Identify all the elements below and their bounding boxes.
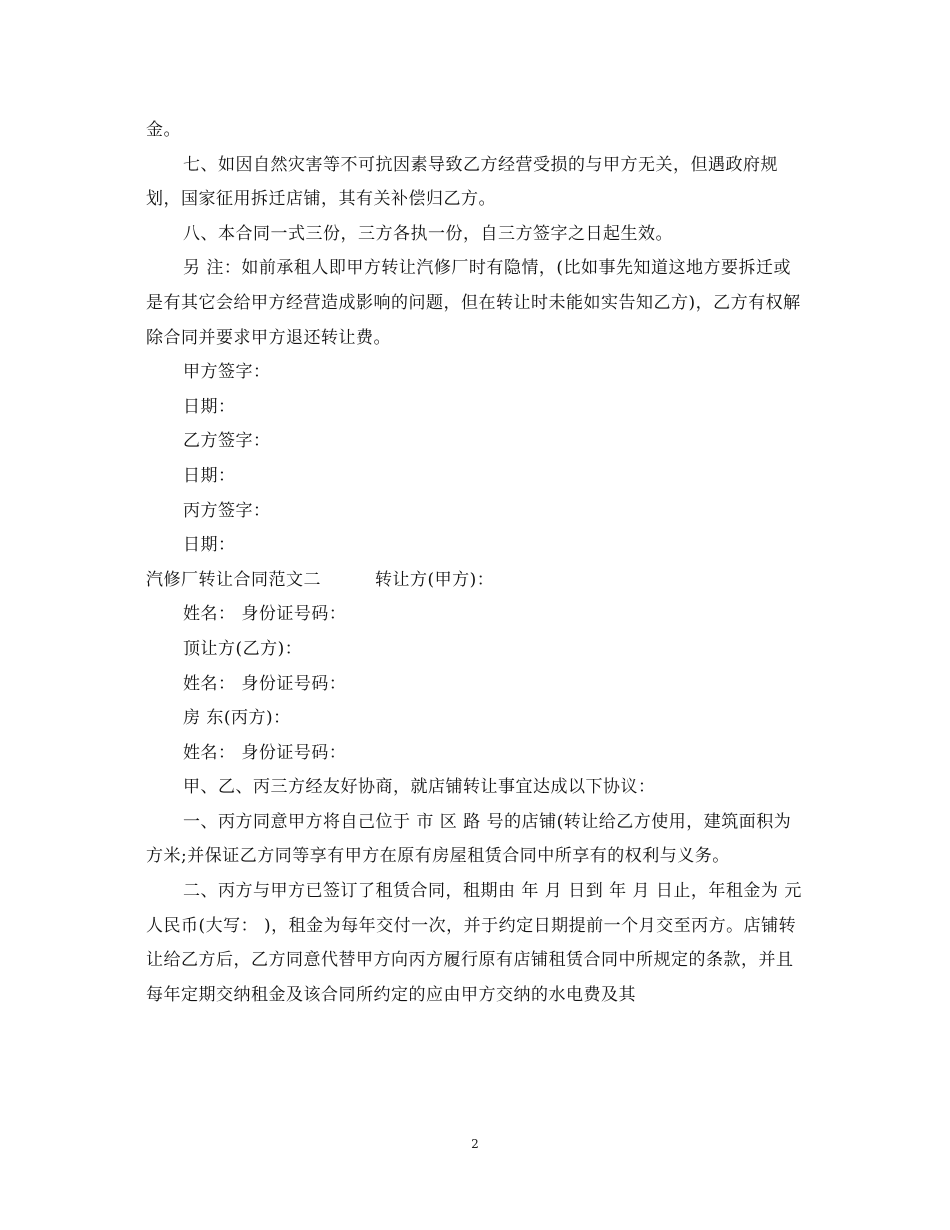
transferee-label: 顶让方(乙方)： bbox=[183, 638, 303, 659]
transferee-name-id-line: 姓名： 身份证号码： bbox=[183, 673, 347, 694]
clause-2: 二、丙方与甲方已签订了租赁合同，租期由 年 月 日到 年 月 日止，年租金为 元人民币(大写： )，租金为每年交付一次，并于约定日期提前一个月交至丙方。店铺转让给乙方后，乙方同意代替甲方向丙方履行原有店铺租赁合同中所规定的条款，并且每年定期交纳租金及该合同所约定的应由甲方交纳的水电费及其 bbox=[146, 881, 802, 1005]
landlord-name-id-line: 姓名： 身份证号码： bbox=[183, 742, 347, 763]
transferor-label: 转让方(甲方)： bbox=[375, 569, 495, 590]
paragraph-continuation: 金。 bbox=[146, 120, 181, 140]
document-body bbox=[146, 113, 806, 1012]
clause-1: 一、丙方同意甲方将自己位于 市 区 路 号的店铺(转让给乙方使用，建筑面积为方米;并保证乙方同等享有甲方在原有房屋租赁合同中所享有的权利与义务。 bbox=[146, 811, 792, 867]
party-c-date-line: 日期： bbox=[183, 535, 236, 556]
party-b-signature-line: 乙方签字： bbox=[183, 431, 271, 452]
second-contract-heading bbox=[146, 563, 806, 598]
transferor-name-id-line: 姓名： 身份证号码： bbox=[183, 604, 347, 625]
contract-title: 汽修厂转让合同范文二 bbox=[146, 569, 321, 590]
clause-8: 八、本合同一式三份，三方各执一份，自三方签字之日起生效。 bbox=[183, 223, 673, 244]
clause-7: 七、如因自然灾害等不可抗因素导致乙方经营受损的与甲方无关，但遇政府规划，国家征用拆迁店铺，其有关补偿归乙方。 bbox=[146, 154, 778, 210]
page-number: 2 bbox=[471, 1137, 479, 1151]
agreement-intro: 甲、乙、丙三方经友好协商，就店铺转让事宜达成以下协议： bbox=[183, 777, 656, 798]
party-b-date-line: 日期： bbox=[183, 465, 236, 486]
note-paragraph: 另 注：如前承租人即甲方转让汽修厂时有隐情，(比如事先知道这地方要拆迁或是有其它会给甲方经营造成影响的问题，但在转让时未能如实告知乙方)，乙方有权解除合同并要求甲方退还转让费。 bbox=[146, 258, 801, 348]
landlord-label: 房 东(丙方)： bbox=[183, 708, 291, 729]
party-a-date-line: 日期： bbox=[183, 396, 236, 417]
party-c-signature-line: 丙方签字： bbox=[183, 500, 271, 521]
party-a-signature-line: 甲方签字： bbox=[183, 362, 271, 383]
